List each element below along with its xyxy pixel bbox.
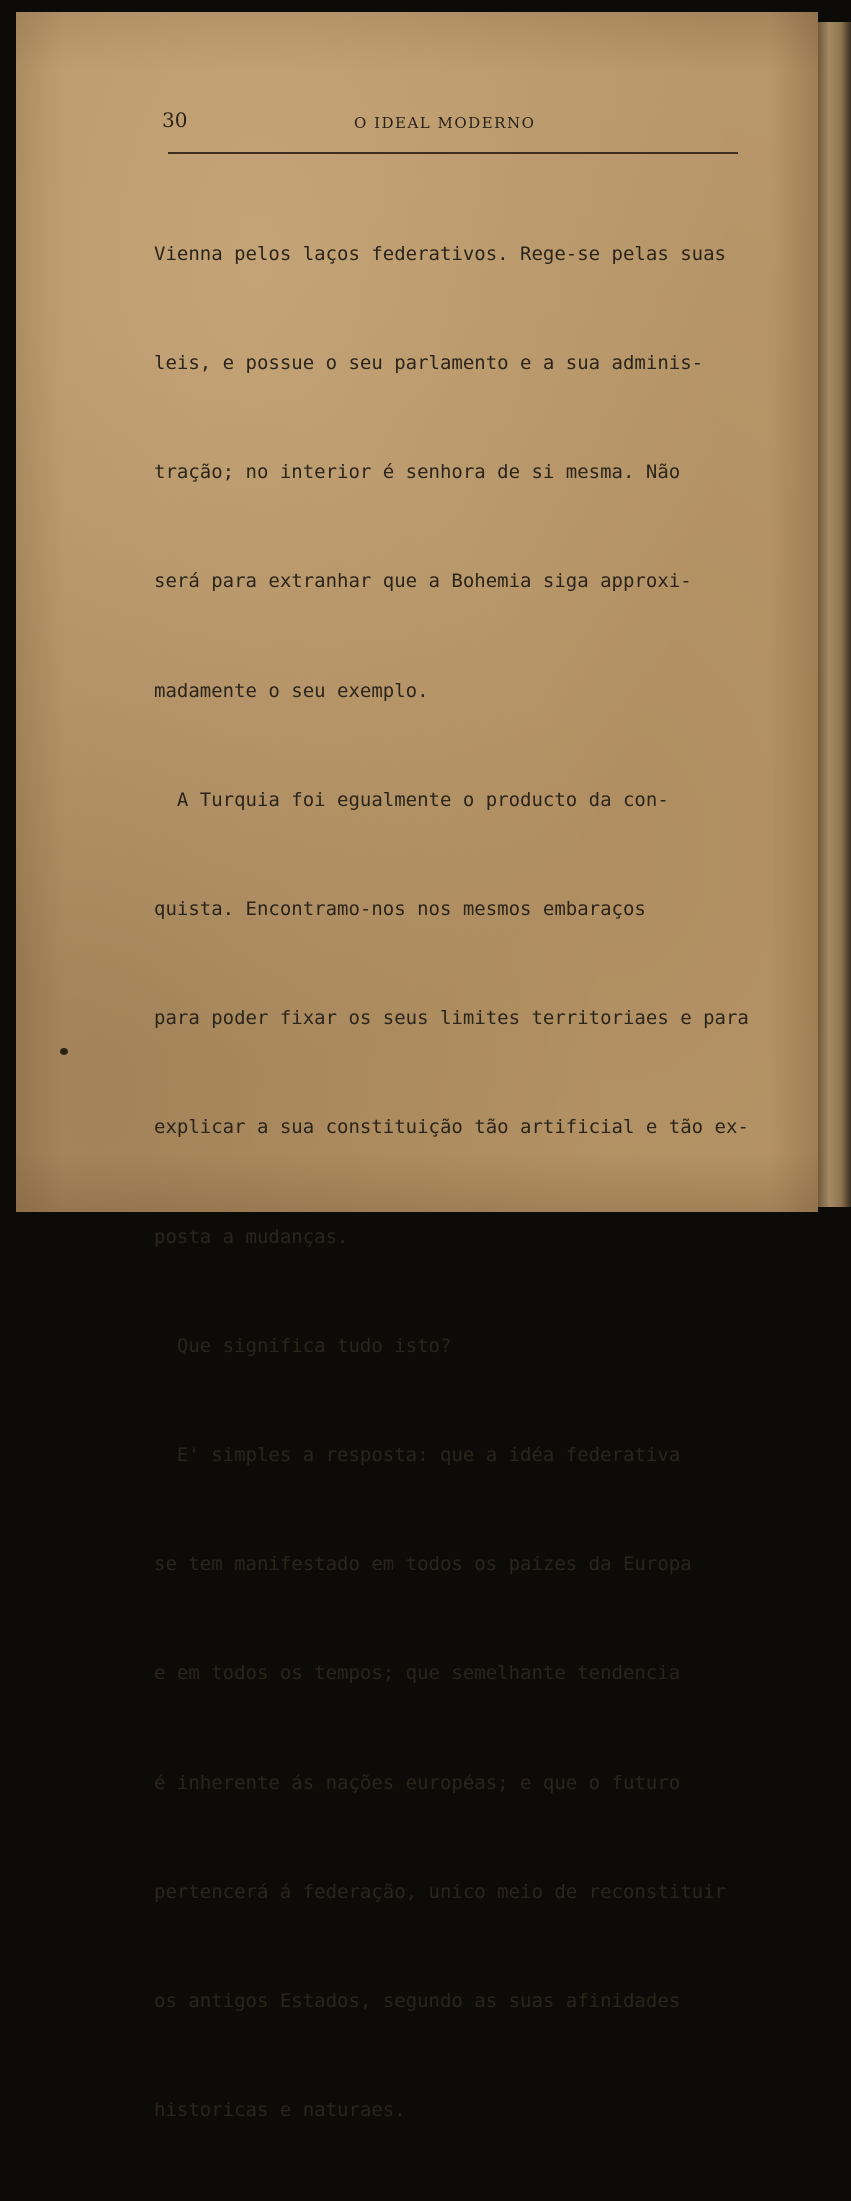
header-rule (168, 152, 738, 154)
text-line: E' simples a resposta: que a idéa federativa (154, 1444, 681, 1467)
paper-sheet (16, 12, 818, 2122)
text-line: madamente o seu exemplo. (154, 679, 429, 702)
text-line: será para extranhar que a Bohemia siga approxi- (154, 570, 692, 593)
text-line: posta a mudanças. (154, 1225, 349, 1248)
running-header (16, 104, 818, 134)
text-line: para poder fixar os seus limites territoriaes e para (154, 1007, 749, 1030)
text-line: Vienna pelos laços federativos. Rege-se pelas suas (154, 242, 726, 265)
text-line: tração; no interior é senhora de si mesma. Não (154, 461, 681, 484)
body-text (154, 163, 749, 2201)
text-line: e em todos os tempos; que semelhante tendencia (154, 1662, 681, 1685)
page-number: 30 (162, 108, 188, 132)
text-line: Que significa tudo isto? (154, 1334, 452, 1357)
text-line: historicas e naturaes. (154, 2099, 406, 2122)
facing-page-edge (818, 22, 851, 1207)
text-line: A Turquia foi egualmente o producto da con- (154, 788, 669, 811)
text-line: quista. Encontramo-nos nos mesmos embaraços (154, 898, 646, 921)
text-line: explicar a sua constituição tão artificial e tão ex- (154, 1116, 749, 1139)
text-line: pertencerá á federação, unico meio de reconstituir (154, 1880, 726, 1903)
text-line: os antigos Estados, segundo as suas afinidades (154, 1990, 681, 2013)
ink-smudge (60, 1048, 68, 1055)
running-title: O IDEAL MODERNO (354, 114, 536, 132)
text-line: leis, e possue o seu parlamento e a sua adminis- (154, 352, 704, 375)
text-line: é inherente ás nações européas; e que o futuro (154, 1771, 681, 1794)
text-line: se tem manifestado em todos os paizes da Europa (154, 1553, 692, 1576)
